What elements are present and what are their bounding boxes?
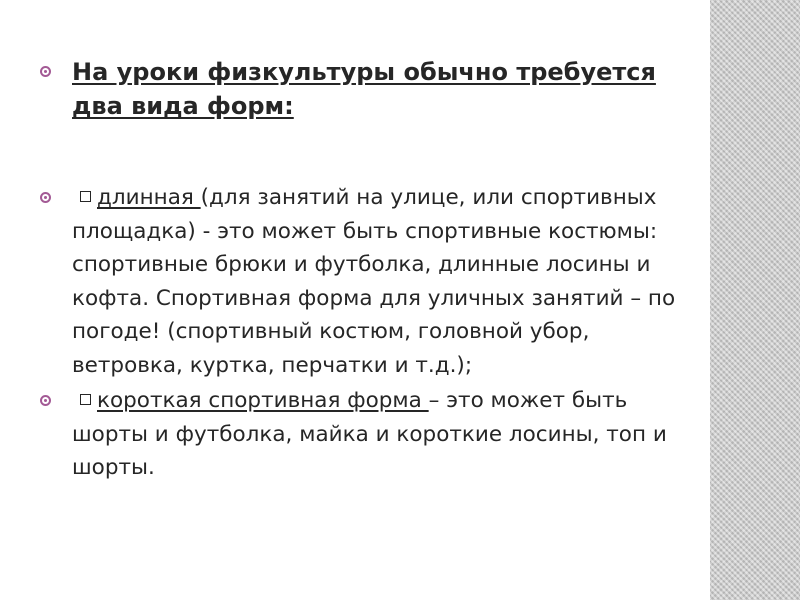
- circle-bullet-icon: [40, 66, 51, 77]
- bullet-text-long: (для занятий на улице, или спортивных площадка) - это может быть спортивные костюмы: спортивные брюки и футболка, длинные лосины и кофта. Спортивная форма для уличных занятий – по погоде! (спортивный костюм, головной убор, ветровка, куртка, перчатки и т.д.);: [72, 185, 676, 378]
- slide-content: [40, 55, 705, 487]
- square-box-icon: [80, 191, 91, 202]
- bullet-lead-long: длинная: [97, 185, 201, 210]
- bullet-item-short-form: [40, 384, 705, 485]
- square-box-icon: [80, 394, 91, 405]
- bullet-item-long-form: [40, 181, 705, 382]
- slide-heading: На уроки физкультуры обычно требуется два вида форм:: [72, 58, 656, 120]
- bullet-lead-short: короткая спортивная форма: [97, 388, 429, 413]
- circle-bullet-icon: [40, 192, 51, 203]
- heading-item: [40, 55, 705, 123]
- decorative-side-strip: [710, 0, 800, 600]
- circle-bullet-icon: [40, 395, 51, 406]
- bullet-text-short: – это может быть шорты и футболка, майка и короткие лосины, топ и шорты.: [72, 388, 667, 480]
